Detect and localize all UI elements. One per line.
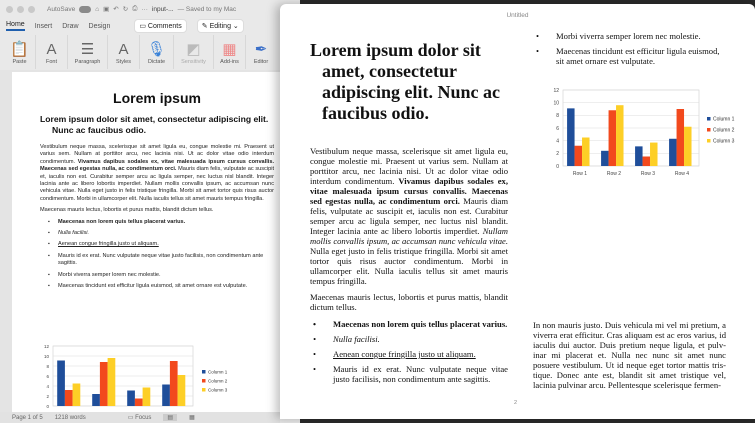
zoom-window-button[interactable] [28,6,35,13]
print-icon[interactable]: ⎙ [132,5,138,12]
bar [677,109,684,166]
close-window-button[interactable] [6,6,13,13]
y-tick-label: 2 [556,151,559,158]
font-button[interactable] [36,35,68,69]
comments-button[interactable] [134,19,186,33]
list-item: ▪ Mauris id ex erat. Nunc vulputate neque vitae justo facilisis, non condimentum ante sagittis. [58,253,274,268]
list-item: ▪ Aenean congue fringilla justo ut aliquam. [58,241,274,248]
editor-icon: ✒ [254,41,268,58]
bar [170,361,178,406]
clipboard-icon: 📋 [10,41,29,58]
ribbon-tabs [0,18,280,34]
bar [684,127,691,166]
pencil-icon: ✎ [201,23,210,30]
bar [582,138,589,167]
tab-design[interactable]: Design [88,22,111,30]
bar [143,388,151,407]
word-window [0,0,300,423]
paragraph-button[interactable] [68,35,108,69]
doc-subtitle: Lorem ipsum dolor sit amet, consectetur adipiscing elit. Nunc ac faucibus odio. [40,114,269,135]
bar [65,390,73,406]
page-number: 2 [514,400,518,406]
focus-icon: ▭ [127,415,136,421]
bar [643,157,650,167]
bar [601,151,608,166]
focus-button[interactable] [128,414,152,421]
legend-swatch [202,379,206,383]
legend-swatch [707,139,711,143]
paste-label: Paste [12,59,27,65]
text-run: Nulla eget justo in felis tristique fringilla. Morbi sit amet tortor quis risus auctor condimentum. Morbi in ullamcorper elit. Nulla iaculis tellus sit amet mauris tempus fringilla. [310,246,508,286]
window-title: Untitled [506,12,529,19]
dictate-button[interactable] [140,35,174,69]
legend-swatch [707,117,711,121]
list-item: ▪ Nulla facilisi. [58,230,274,237]
legend-label: Column 3 [713,138,735,145]
editing-button[interactable]: ✎ Editing ⌄ [197,19,244,33]
tab-home[interactable]: Home [6,21,25,31]
legend-label: Column 2 [713,127,735,134]
sensitivity-icon: ◩ [186,41,201,58]
doc-paragraph [40,144,274,203]
text-run: Vestibulum neque massa, scelerisque sit amet ligula eu, congue molestie mi. Praesent ut varius sem. Nullam at porttitor arcu, nec lacinia nisi. Ut ac dolor vitae odio interdum condimentum. [310,146,508,186]
y-tick-label: 4 [46,383,49,389]
comment-icon: ▭ [139,23,148,30]
list-item: • Maecenas tincidunt est efficitur ligula euismod, sit amet ornare est vulputate. [556,46,728,66]
bar [669,139,676,166]
y-tick-label: 8 [46,363,49,369]
paragraph [310,146,508,286]
add-ins-button[interactable] [214,35,246,69]
italic-run: Nullam mollis convallis ipsum, ac accumsan nunc vehicula vitae. [310,226,508,246]
legend-swatch [202,388,206,392]
styles-label: Styles [116,59,131,65]
y-tick-label: 4 [556,138,559,145]
legend-label: Column 2 [208,378,228,384]
dictate-label: Dictate [147,59,166,65]
bold-run: Vivamus dapibus sodales ex, vitae malesuada ipsum cursus convallis. Maecenas sed egestas nulla, ac condimentum orci. [310,176,508,206]
add-ins-label: Add-ins [220,59,239,65]
doc-paragraph: Maecenas mauris lectus, lobortis et purus mattis, blandit dictum tellus. [40,207,214,214]
heading: Lorem ipsum dolor sit amet, consectetur adipiscing elit. Nunc ac faucibus odio. [310,40,501,123]
paragraph-label: Paragraph [74,59,101,65]
autosave-toggle[interactable] [79,6,91,13]
bar [575,146,582,166]
bar [135,399,143,407]
styles-icon: A [118,41,129,58]
bar [57,361,65,407]
bar [178,375,186,406]
y-tick-label: 6 [556,125,559,132]
legend-swatch [707,128,711,132]
web-layout-button[interactable]: ▦ [189,415,195,421]
bar [567,108,574,166]
page-count[interactable]: Page 1 of 5 [12,414,43,421]
home-icon[interactable]: ⌂ [95,5,100,13]
list-item: • Nulla facilisi. [333,334,508,344]
list-item: • Mauris id ex erat. Nunc vulputate neque vitae justo facilisis, non condimentum ante sagittis. [333,364,508,384]
paragraph: In non mauris justo. Duis vehicula mi vel mi pretium, a viverra erat efficitur. Cras aliquam est ac eros varius, id iaculis dui auctor. Duis pretium neque ligula, et pulvinar mi placerat et. Nulla nec nunc sit amet nunc posuere vestibulum. Ut id neque eget tortor mattis tristique. Donec ante est, blandit sit amet tristique vel, lacinia pulvinar arcu. Pellentesque scelerisque fermen- [533,320,726,390]
add-ins-icon: ▦ [222,41,237,58]
bar [92,394,100,406]
y-tick-label: 10 [43,353,49,359]
tab-insert[interactable]: Insert [34,22,53,30]
bar [73,384,81,407]
sensitivity-button[interactable] [174,35,214,69]
y-tick-label: 10 [553,100,559,107]
y-tick-label: 6 [46,373,49,379]
word-titlebar [0,0,280,18]
list-item: ▪ Maecenas tincidunt est efficitur ligula euismod, sit amet ornare est vulputate. [58,283,274,290]
text-run: Mauris diam felis, vulputate ac suscipit et, iaculis non est. Curabitur semper arcu ac ligula semper, nec luctus nisl blandit. Integer lacinia ante ac libero lobortis imperdiet. [310,196,509,236]
list-item: ▪ Morbi viverra semper lorem nec molestie. [58,272,274,279]
comments-label: Comments [147,23,182,30]
legend-label: Column 1 [208,369,228,375]
editor-label: Editor [253,59,269,65]
y-tick-label: 0 [46,403,49,409]
document-title: input-... [151,5,174,13]
text-run: Mauris diam felis, vulputate ac suscipit et, iaculis non est. Curabitur semper arcu ac ligula semper, nec luctus nisl blandit. Integer lacinia ante ac libero lobortis imperdiet. Nullam mollis convallis ipsum, ac accumsan nunc vehicula vitae. Nulla eget justo in felis tristique fringilla. Morbi sit amet tortor quis risus auctor condimentum. Morbi in ullamcorper elit. Nulla iaculis tellus sit amet mauris tempus fringilla. [40,166,275,202]
x-tick-label: Row 4 [674,171,690,177]
text-run: Vestibulum neque massa, scelerisque sit amet ligula eu, congue molestie mi. Praesent ut varius sem. Nullam at porttitor arcu, nec lacinia nisi. Ut ac dolor vitae odio interdum condimentum. [40,144,274,165]
y-tick-label: 0 [556,163,559,170]
paste-button[interactable] [4,35,36,69]
chart [30,340,230,412]
doc-title: Lorem ipsum [113,90,201,106]
bar [650,143,657,166]
legend-label: Column 3 [208,387,228,393]
tab-draw[interactable]: Draw [62,22,79,30]
list-item: • Maecenas non lorem quis tellus placerat varius. [333,319,508,329]
redo-icon[interactable]: ↻ [122,6,129,13]
bar [100,362,108,406]
document-body [40,90,274,291]
font-icon: A [46,41,57,58]
y-tick-label: 2 [46,393,49,399]
page-1-column [310,40,508,384]
minimize-window-button[interactable] [17,6,24,13]
more-icon[interactable]: ··· [141,5,148,13]
y-tick-label: 12 [43,343,49,349]
bar [609,110,616,166]
list-item: • Morbi viverra semper lorem nec molestie. [556,31,728,41]
print-layout-button[interactable]: ▤ [163,414,177,421]
word-count[interactable]: 1218 words [54,414,86,421]
editing-label: Editing [209,23,231,30]
y-tick-label: 8 [556,113,559,120]
save-icon[interactable]: ▣ [103,6,110,13]
page-2-bullets [533,26,728,66]
x-tick-label: Row 2 [606,171,622,177]
focus-label: Focus [135,415,152,421]
styles-button[interactable] [108,35,140,69]
editor-button[interactable] [246,35,276,69]
font-label: Font [45,59,57,65]
undo-icon[interactable]: ↶ [113,6,119,13]
x-tick-label: Row 1 [572,171,588,177]
bold-run: Vivamus dapibus sodales ex, vitae malesuada ipsum cursus convallis. Maecenas sed egestas nulla, ac condimentum orci. [40,158,274,173]
y-tick-label: 12 [553,87,559,94]
bar [108,358,116,406]
status-bar [0,412,280,423]
legend-swatch [202,370,206,374]
chart [535,82,750,182]
sensitivity-label: Sensitivity [181,59,206,65]
preview-window [280,4,755,419]
list-item: ▪ Maecenas non lorem quis tellus placerat varius. [58,219,274,226]
paragraph-icon: ☰ [80,41,95,58]
list-item: • Aenean congue fringilla justo ut aliquam. [333,349,508,359]
bar [635,146,642,166]
bar [127,391,135,407]
ribbon [0,35,280,69]
x-tick-label: Row 3 [640,171,656,177]
microphone-icon: 🎙 [146,41,167,58]
bar [162,385,170,407]
saved-status: — Saved to my Mac [177,5,237,13]
legend-label: Column 1 [713,116,735,123]
autosave-label: AutoSave [47,5,76,13]
paragraph: Maecenas mauris lectus, lobortis et purus mattis, blandit dictum tellus. [310,292,508,312]
bar [616,105,623,166]
